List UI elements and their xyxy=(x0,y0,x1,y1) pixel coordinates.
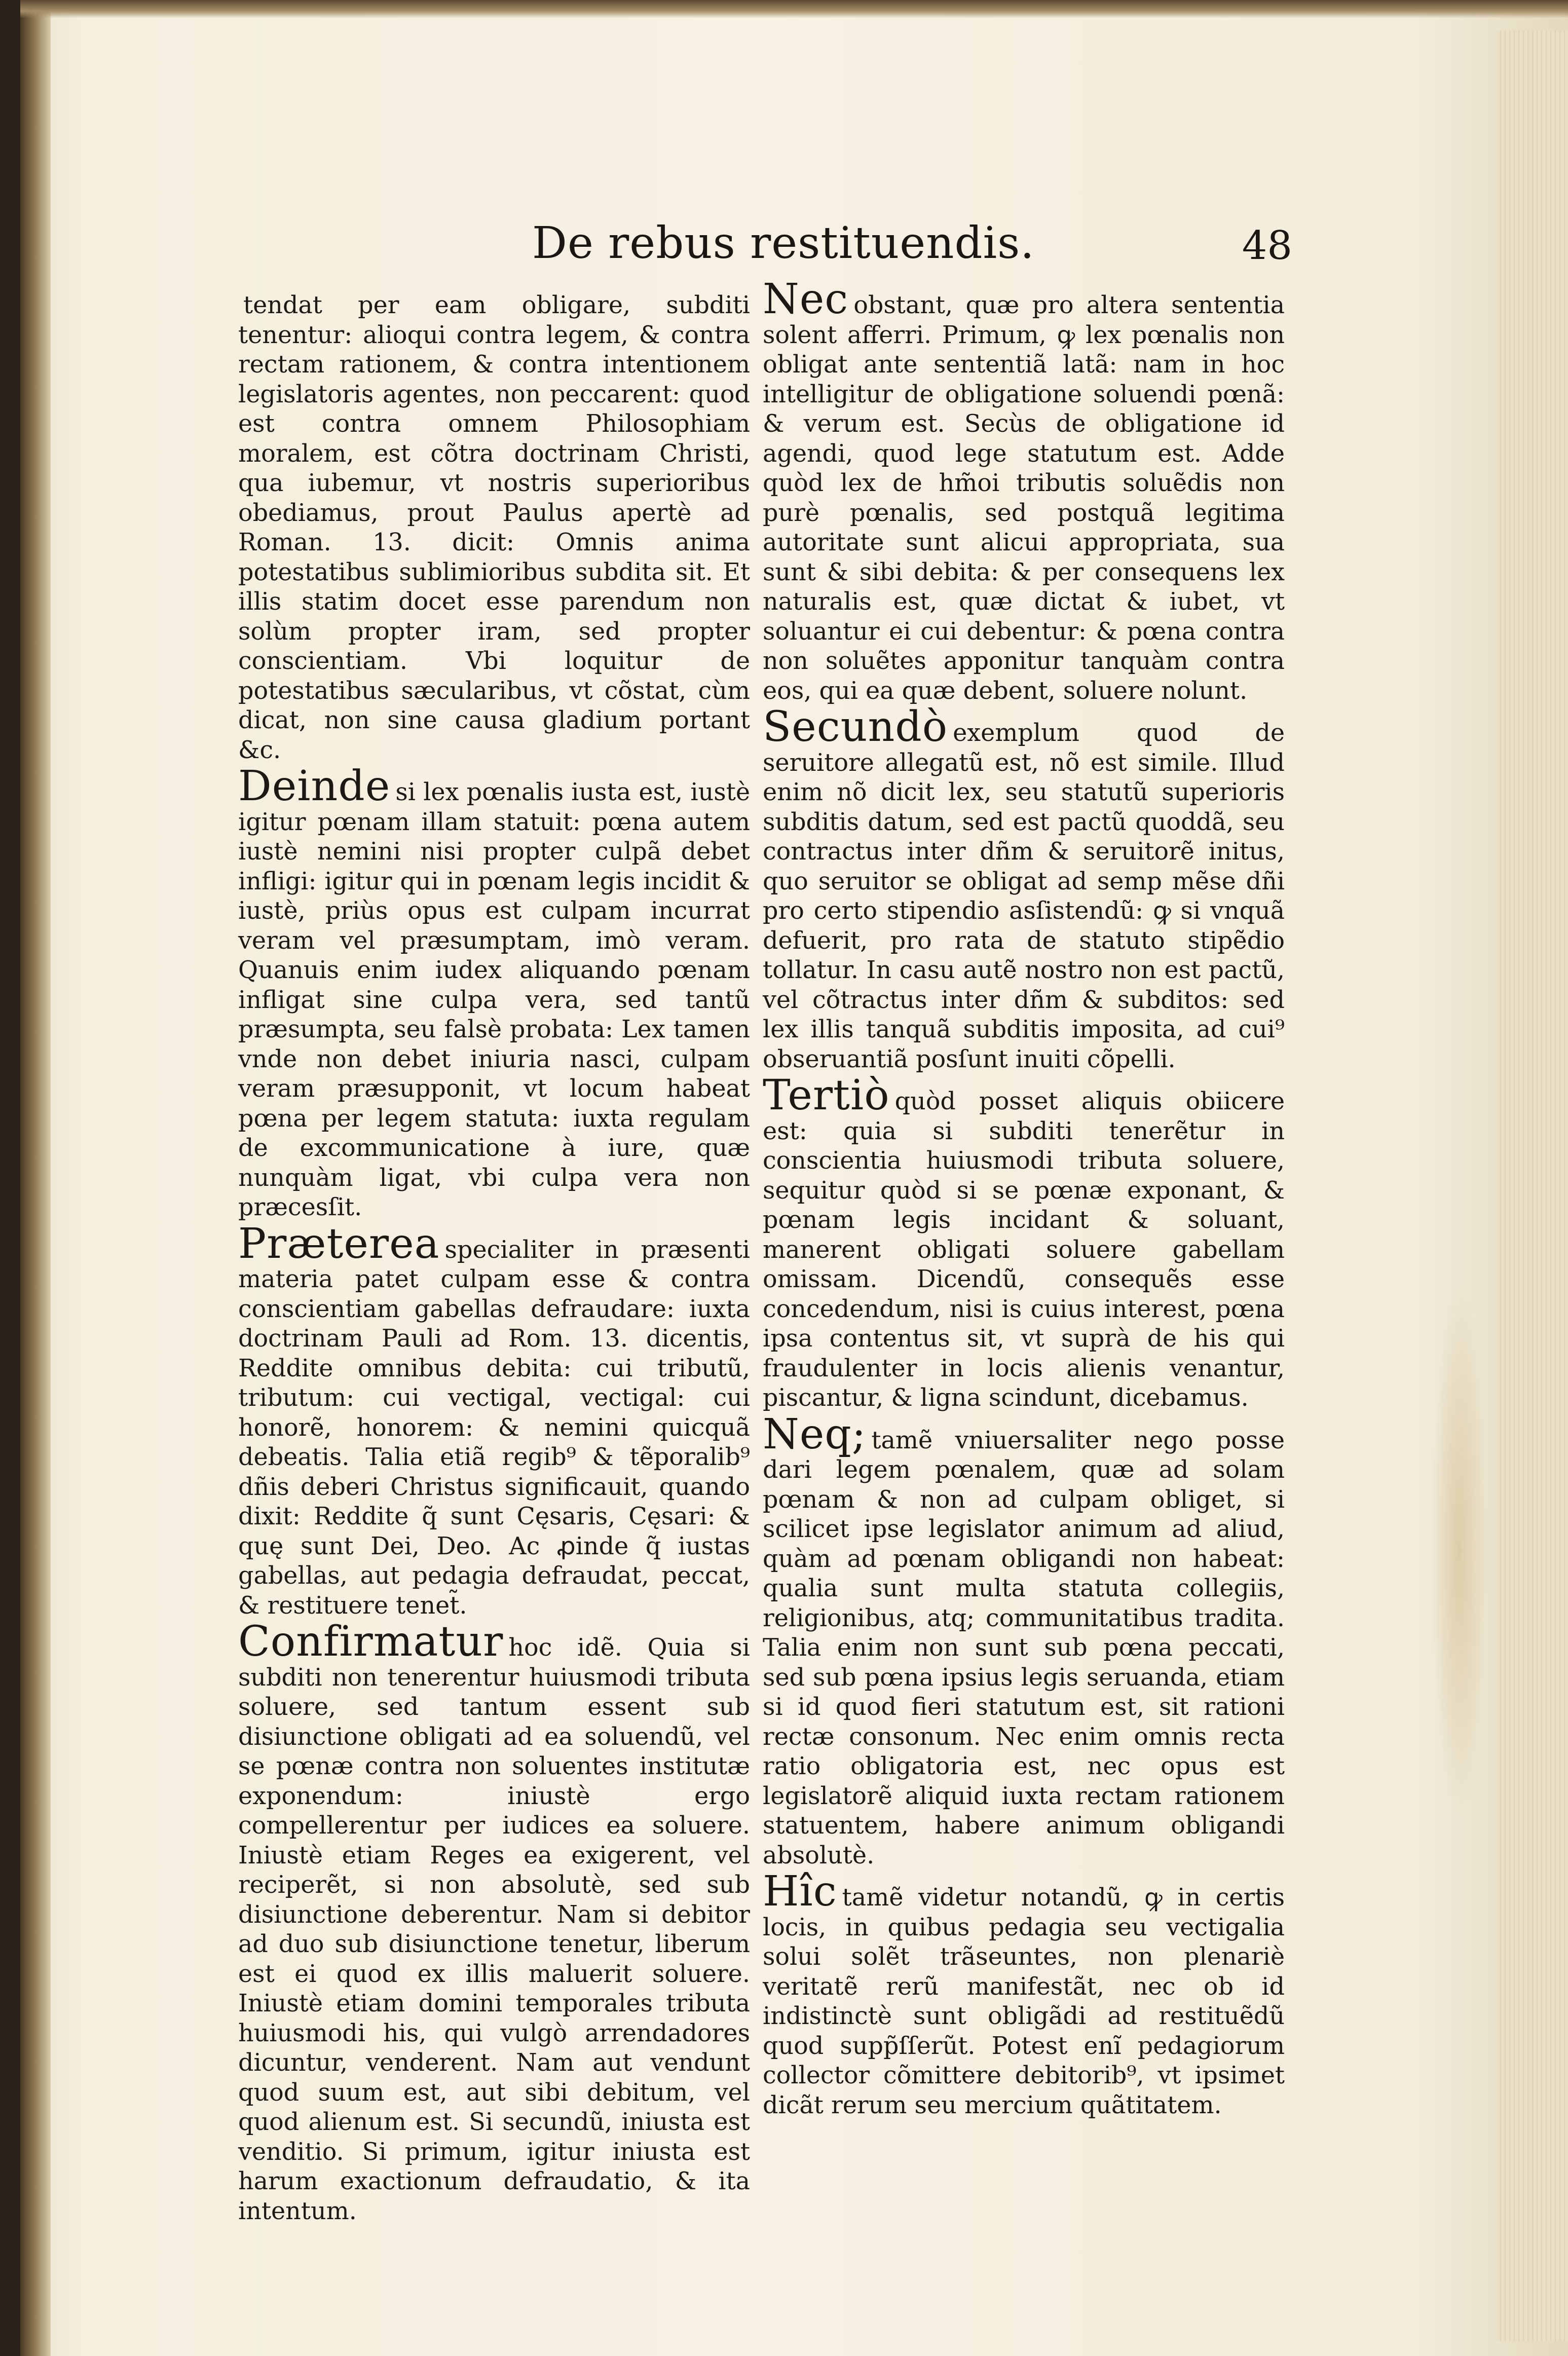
paragraph-initial: Neq; xyxy=(763,1410,867,1459)
paragraph-initial: Deinde xyxy=(238,762,391,810)
paragraph-initial: Nec xyxy=(763,275,849,323)
paragraph-initial: Tertiò xyxy=(763,1071,890,1119)
paragraph-initial: Confirmatur xyxy=(238,1618,504,1666)
paragraph-text: specialiter in præsenti materia patet culpam esse & contra conscientiam gabellas defraudare: iuxta doctrinam Pauli ad Rom. 13. dicentis, Reddite omnibus debita: cui tributũ, tributum: cui vectigal, vectigal: cui honorẽ, honorem: & nemini quicquã debeatis. Talia etiã regib⁹ & tẽporalib⁹ dñis deberi Christus significauit, quando dixit: Reddite q̃ sunt Cęsaris, Cęsari: & quę sunt Dei, Deo. Ac ꝓinde q̃ iustas gabellas, aut pedagia defraudat, peccat, & restituere tenet̃. xyxy=(238,1236,750,1620)
book-spine-gutter xyxy=(20,0,51,2356)
paragraph-initial: Secundò xyxy=(763,703,948,751)
paragraph xyxy=(763,703,1285,1074)
book-page xyxy=(20,0,1568,2356)
paragraph xyxy=(763,1410,1285,1871)
page-fore-edge xyxy=(1497,30,1568,2341)
paragraph-text: exemplum quod de seruitore allegatũ est, nõ est simile. Illud enim nõ dicit lex, seu statutũ superioris subditis datum, sed est pactũ quoddã, seu contractus inter dñm & seruitorẽ initus, quo seruitor se obligat ad semp mẽse dñi pro certo stipendio asſistendũ: ꝙ si vnquã defuerit, pro rata de statuto stipẽdio tollatur. In casu autẽ nostro non est pactũ, vel cõtractus inter dñm & subditos: sed lex illis tanquã subditis imposita, ad cui⁹ obseruantiã posſunt inuiti cõpelli. xyxy=(763,719,1285,1073)
paragraph-text: obstant, quæ pro altera sententia solent afferri. Primum, ꝙ lex pœnalis non obligat ante sententiã latã: nam in hoc intelligitur de obligatione soluendi pœnã: & verum est. Secùs de obligatione id agendi, quod lege statutum est. Adde quòd lex de hm̃oi tributis soluẽdis non purè pœnalis, sed postquã legitima autoritate sunt alicui appropriata, sua sunt & sibi debita: & per consequens lex naturalis est, quæ dictat & iubet, vt soluantur ei cui debentur: & pœna contra non soluẽtes apponitur tanquàm contra eos, qui ea quæ debent, soluere nolunt. xyxy=(763,291,1285,705)
page-stain xyxy=(1431,1277,1487,1824)
paragraph-text: quòd posset aliquis obiicere est: quia si subditi tenerẽtur in conscientia huiusmodi tributa soluere, sequitur quòd si se pœnæ exponant, & pœnam legis incidant & soluant, manerent obligati soluere gabellam omissam. Dicendũ, consequẽs esse concedendum, nisi is cuius interest, pœna ipsa contentus sit, vt suprà de his qui fraudulenter in locis alienis venantur, piscantur, & ligna scindunt, dicebamus. xyxy=(763,1088,1285,1412)
right-column xyxy=(763,275,1285,2120)
paragraph-text: si lex pœnalis iusta est, iustè igitur pœnam illam statuit: pœna autem iustè nemini nisi propter culpã debet infligi: igitur qui in pœnam legis incidit & iustè, priùs opus est culpam incurrat veram vel præsumptam, imò veram. Quanuis enim iudex aliquando pœnam infligat sine culpa vera, sed tantũ præsumpta, seu falsè probata: Lex tamen vnde non debet iniuria nasci, culpam veram præsupponit, vt locum habeat pœna per legem statuta: iuxta regulam de excommunicatione à iure, quæ nunquàm ligat, vbi culpa vera non præcesſit. xyxy=(238,778,750,1221)
paragraph-text: tendat per eam obligare, subditi tenentur: alioqui contra legem, & contra rectam rationem, & contra intentionem legislatoris agentes, non peccarent: quod est contra omnem Philosophiam moralem, est cõtra doctrinam Christi, qua iubemur, vt nostris superioribus obediamus, prout Paulus apertè ad Roman. 13. dicit: Omnis anima potestatibus sublimioribus subdita sit. Et illis statim docet esse parendum non solùm propter iram, sed propter conscientiam. Vbi loquitur de potestatibus sæcularibus, vt cõstat, cùm dicat, non sine causa gladium portant &c. xyxy=(238,291,750,764)
paragraph-initial: Præterea xyxy=(238,1219,440,1268)
paragraph-text: hoc idẽ. Quia si subditi non tenerentur huiusmodi tributa soluere, sed tantum essent sub disiunctione obligati ad ea soluendũ, vel se pœnæ contra non soluentes institutæ exponendum: iniustè ergo compellerentur per iudices ea soluere. Iniustè etiam Reges ea exigerent, vel reciperẽt, si non absolutè, sed sub disiunctione deberentur. Nam si debitor ad duo sub disiunctione tenetur, liberum est ei quod ex illis maluerit soluere. Iniustè etiam domini temporales tributa huiusmodi his, qui vulgò arrendadores dicuntur, venderent. Nam aut vendunt quod suum est, aut sibi debitum, vel quod alienum est. Si secundũ, iniusta est venditio. Si primum, igitur iniusta est harum exactionum defraudatio, & ita intentum. xyxy=(238,1634,750,2225)
page-top-edge xyxy=(20,0,1568,18)
running-title: De rebus restituendis. xyxy=(532,218,1035,269)
paragraph xyxy=(238,762,750,1223)
paragraph xyxy=(763,275,1285,706)
paragraph-text: tamẽ videtur notandũ, ꝙ in certis locis, in quibus pedagia seu vectigalia solui solẽt trãseuntes, non plenariè veritatẽ rerũ manifestãt, nec ob id indistinctè sunt obligãdi ad restituẽdũ quod supp̃ſſerũt. Potest enĩ pedagiorum collector cõmittere debitorib⁹, vt ipsimet dicãt rerum seu mercium quãtitatem. xyxy=(763,1884,1285,2119)
left-column xyxy=(238,281,750,2226)
paragraph xyxy=(763,1867,1285,2120)
paragraph xyxy=(238,1618,750,2226)
folio-number: 48 xyxy=(1242,223,1292,269)
paragraph xyxy=(763,1071,1285,1413)
paragraph xyxy=(238,1219,750,1621)
page-header xyxy=(532,218,1292,279)
paragraph-text: tamẽ vniuersaliter nego posse dari legem pœnalem, quæ ad solam pœnam & non ad culpam obliget, si scilicet ipse legislator animum ad aliud, quàm ad pœnam obligandi non habeat: qualia sunt multa statuta collegiis, religionibus, atq; communitatibus tradita. Talia enim non sunt sub pœna peccati, sed sub pœna ipsius legis seruanda, etiam si id quod fieri statutum est, sit rationi rectæ consonum. Nec enim omnis recta ratio obligatoria est, nec opus est legislatorẽ aliquid iuxta rectam rationem statuentem, habere animum obligandi absolutè. xyxy=(763,1426,1285,1869)
paragraph xyxy=(238,281,750,765)
paragraph-initial: Hîc xyxy=(763,1867,837,1916)
